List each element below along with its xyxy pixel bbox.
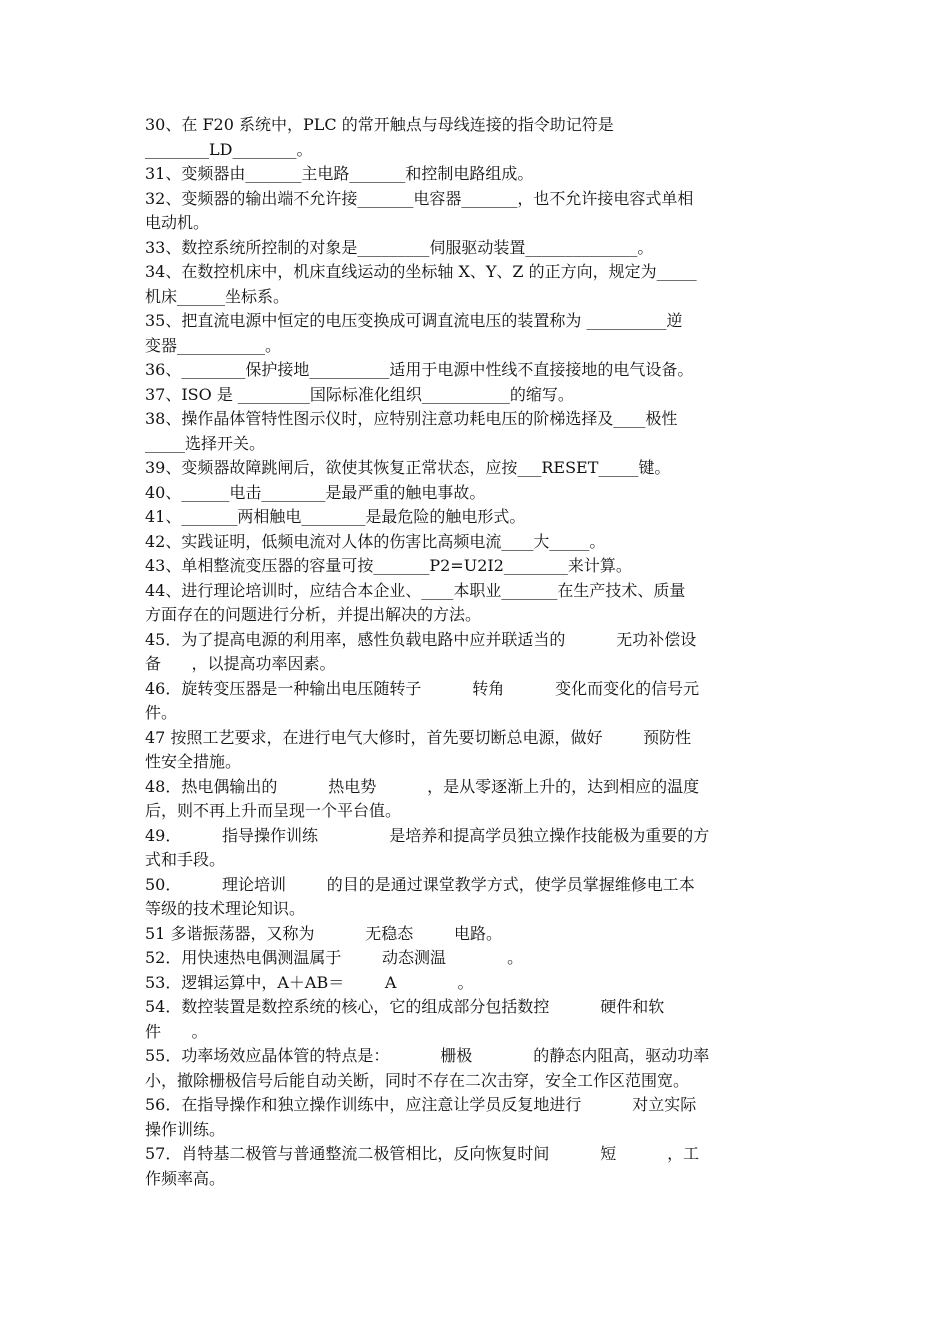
- question-56-line-2: 操作训练。: [145, 1119, 226, 1139]
- question-31-line-1: 31、变频器由_______主电路_______和控制电路组成。: [145, 164, 534, 183]
- question-50-line-2: 等级的技术理论知识。: [145, 899, 306, 918]
- question-47: [145, 726, 810, 775]
- question-36: [145, 358, 810, 383]
- question-54: [145, 995, 810, 1044]
- question-46-line-2: 件。: [145, 703, 178, 722]
- question-48-line-1: 48．热电偶输出的 热电势 ，是从零逐渐上升的，达到相应的温度: [145, 776, 700, 796]
- question-50-line-1: 50． 理论培训 的目的是通过课堂教学方式，使学员掌握维修电工本: [145, 874, 695, 894]
- question-32-line-1: 32、变频器的输出端不允许接_______电容器_______，也不允许接电容式单相: [145, 188, 694, 208]
- question-56-line-1: 56．在指导操作和独立操作训练中，应注意让学员反复地进行 对立实际: [145, 1095, 697, 1114]
- document-body: [145, 113, 810, 1191]
- question-37-line-1: 37、ISO 是 _________国际标准化组织___________的缩写。: [145, 384, 574, 404]
- question-56: [145, 1093, 810, 1142]
- question-38-line-1: 38、操作晶体管特性图示仪时，应特别注意功耗电压的阶梯选择及____极性: [145, 409, 678, 428]
- question-43-line-1: 43、单相整流变压器的容量可按_______P2=U2I2________来计算。: [145, 556, 632, 575]
- question-49-line-1: 49． 指导操作训练 是培养和提高学员独立操作技能极为重要的方: [145, 825, 710, 845]
- question-57-line-2: 作频率高。: [145, 1168, 226, 1188]
- question-35-line-1: 35、把直流电源中恒定的电压变换成可调直流电压的装置称为 __________逆: [145, 311, 683, 330]
- question-51-line-1: 51 多谐振荡器，又称为 无稳态 电路。: [145, 923, 502, 943]
- question-31: [145, 162, 810, 187]
- question-30-line-1: 30、在 F20 系统中，PLC 的常开触点与母线连接的指令助记符是: [145, 115, 614, 134]
- question-48-line-2: 后，则不再上升而呈现一个平台值。: [145, 801, 402, 820]
- question-53: [145, 971, 810, 996]
- question-30-line-2: ________LD________。: [145, 139, 313, 159]
- question-47-line-2: 性安全措施。: [145, 752, 242, 771]
- question-55-line-2: 小，撤除栅极信号后能自动关断，同时不存在二次击穿，安全工作区范围宽。: [145, 1070, 690, 1090]
- question-49: [145, 824, 810, 873]
- question-44: [145, 579, 810, 628]
- question-39: [145, 456, 810, 481]
- question-36-line-1: 36、________保护接地__________适用于电源中性线不直接接地的电气设备。: [145, 360, 694, 379]
- question-47-line-1: 47 按照工艺要求，在进行电气大修时，首先要切断总电源，做好 预防性: [145, 727, 692, 747]
- question-45-line-2: 备 ，以提高功率因素。: [145, 654, 336, 673]
- question-45: [145, 628, 810, 677]
- question-41-line-1: 41、_______两相触电________是最危险的触电形式。: [145, 507, 526, 526]
- question-46: [145, 677, 810, 726]
- question-32-line-2: 电动机。: [145, 213, 210, 232]
- question-37: [145, 383, 810, 408]
- question-35-line-2: 变器___________。: [145, 335, 282, 355]
- question-38: [145, 407, 810, 456]
- question-33-line-1: 33、数控系统所控制的对象是_________伺服驱动装置______________。: [145, 237, 654, 257]
- question-38-line-2: _____选择开关。: [145, 433, 266, 453]
- question-30: [145, 113, 810, 162]
- question-54-line-2: 件 。: [145, 1021, 208, 1041]
- question-35: [145, 309, 810, 358]
- question-49-line-2: 式和手段。: [145, 850, 226, 869]
- question-55: [145, 1044, 810, 1093]
- question-34-line-1: 34、在数控机床中，机床直线运动的坐标轴 X、Y、Z 的正方向，规定为_____: [145, 262, 697, 281]
- question-46-line-1: 46．旋转变压器是一种输出电压随转子 转角 变化而变化的信号元: [145, 678, 700, 698]
- question-40-line-1: 40、______电击________是最严重的触电事故。: [145, 482, 486, 502]
- question-50: [145, 873, 810, 922]
- question-51: [145, 922, 810, 947]
- question-57: [145, 1142, 810, 1191]
- question-45-line-1: 45．为了提高电源的利用率，感性负载电路中应并联适当的 无功补偿设: [145, 629, 697, 649]
- question-40: [145, 481, 810, 506]
- question-34: [145, 260, 810, 309]
- question-44-line-2: 方面存在的问题进行分析，并提出解决的方法。: [145, 605, 482, 624]
- question-43: [145, 554, 810, 579]
- question-57-line-1: 57．肖特基二极管与普通整流二极管相比，反向恢复时间 短 ，工: [145, 1144, 700, 1163]
- question-42: [145, 530, 810, 555]
- question-32: [145, 187, 810, 236]
- question-55-line-1: 55．功率场效应晶体管的特点是： 栅极 的静态内阻高，驱动功率: [145, 1046, 710, 1065]
- question-34-line-2: 机床______坐标系。: [145, 286, 290, 306]
- question-39-line-1: 39、变频器故障跳闸后，欲使其恢复正常状态，应按___RESET_____键。: [145, 458, 671, 477]
- question-42-line-1: 42、实践证明，低频电流对人体的伤害比高频电流____大_____。: [145, 531, 606, 551]
- question-44-line-1: 44、进行理论培训时，应结合本企业、____本职业_______在生产技术、质量: [145, 580, 686, 600]
- question-54-line-1: 54．数控装置是数控系统的核心，它的组成部分包括数控 硬件和软: [145, 997, 665, 1016]
- question-53-line-1: 53．逻辑运算中，A＋AB＝ A 。: [145, 972, 474, 992]
- question-33: [145, 236, 810, 261]
- question-52-line-1: 52．用快速热电偶测温属于 动态测温 。: [145, 948, 524, 967]
- question-41: [145, 505, 810, 530]
- question-48: [145, 775, 810, 824]
- question-52: [145, 946, 810, 971]
